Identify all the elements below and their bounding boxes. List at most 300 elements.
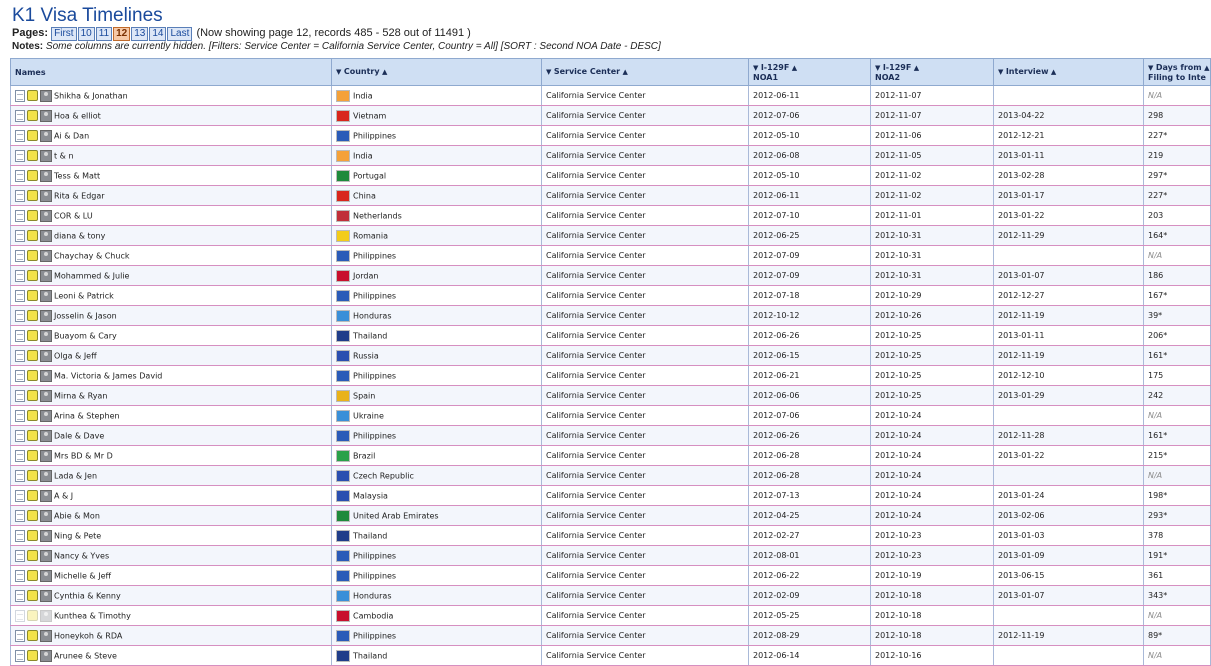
country-name: Philippines <box>353 571 397 580</box>
cell-interview <box>994 466 1144 486</box>
timeline-icon[interactable] <box>27 290 38 301</box>
avatar <box>40 150 52 162</box>
filter-down-arrow-icon[interactable]: ▼ <box>1148 63 1156 72</box>
table-row <box>11 486 1211 506</box>
sort-up-arrow-icon[interactable]: ▲ <box>1048 68 1057 76</box>
cell-noa1: 2012-05-10 <box>749 126 871 146</box>
cell-country <box>332 146 542 166</box>
timeline-icon[interactable] <box>27 430 38 441</box>
sort-up-arrow-icon[interactable]: ▲ <box>620 68 628 76</box>
couple-name[interactable]: Arunee & Steve <box>54 651 117 660</box>
column-header-3[interactable] <box>542 59 749 86</box>
cell-names <box>11 646 332 666</box>
document-icon[interactable] <box>15 570 25 582</box>
cell-noa2: 2012-10-23 <box>871 546 994 566</box>
cell-country <box>332 346 542 366</box>
table-row <box>11 646 1211 666</box>
cell-interview: 2013-06-15 <box>994 566 1144 586</box>
cell-noa2: 2012-11-01 <box>871 206 994 226</box>
document-icon[interactable] <box>15 410 25 422</box>
cell-country <box>332 426 542 446</box>
flag-icon <box>336 530 350 542</box>
column-header-5[interactable] <box>871 59 994 86</box>
flag-icon <box>336 150 350 162</box>
cell-interview: 2013-04-22 <box>994 106 1144 126</box>
cell-noa1: 2012-06-28 <box>749 466 871 486</box>
country-name: Czech Republic <box>353 471 414 480</box>
couple-name[interactable]: Abie & Mon <box>54 511 100 520</box>
document-icon[interactable] <box>15 630 25 642</box>
couple-name[interactable]: Hoa & elliot <box>54 111 101 120</box>
couple-name[interactable]: Tess & Matt <box>54 171 101 180</box>
cell-names <box>11 626 332 646</box>
table-row <box>11 606 1211 626</box>
table-row <box>11 366 1211 386</box>
timeline-icon[interactable] <box>27 210 38 221</box>
cell-service-center: California Service Center <box>542 106 749 126</box>
page-button-13[interactable]: 13 <box>131 27 148 41</box>
sort-up-arrow-icon[interactable]: ▲ <box>1201 63 1210 72</box>
cell-country <box>332 126 542 146</box>
cell-noa1: 2012-06-26 <box>749 426 871 446</box>
column-label: Service Center <box>553 67 621 76</box>
avatar <box>40 210 52 222</box>
avatar <box>40 390 52 402</box>
document-icon[interactable] <box>15 190 25 202</box>
cell-days: 298 <box>1144 106 1211 126</box>
cell-noa2: 2012-10-25 <box>871 386 994 406</box>
cell-country <box>332 106 542 126</box>
flag-icon <box>336 450 350 462</box>
sort-up-arrow-icon[interactable]: ▲ <box>911 63 920 72</box>
cell-days: N/A <box>1144 606 1211 626</box>
cell-days: 227* <box>1144 186 1211 206</box>
table-row <box>11 546 1211 566</box>
country-name: Ukraine <box>353 411 384 420</box>
cell-days: N/A <box>1144 466 1211 486</box>
couple-name[interactable]: Dale & Dave <box>54 431 105 440</box>
cell-country <box>332 206 542 226</box>
page-title: K1 Visa Timelines <box>12 5 163 26</box>
couple-name[interactable]: Mrs BD & Mr D <box>54 451 113 460</box>
cell-service-center: California Service Center <box>542 586 749 606</box>
table-row <box>11 426 1211 446</box>
cell-country <box>332 306 542 326</box>
document-icon[interactable] <box>15 650 25 662</box>
cell-country <box>332 526 542 546</box>
cell-noa2: 2012-11-07 <box>871 106 994 126</box>
cell-days: 293* <box>1144 506 1211 526</box>
timeline-icon[interactable] <box>27 530 38 541</box>
couple-name[interactable]: Chaychay & Chuck <box>54 251 130 260</box>
table-row <box>11 286 1211 306</box>
cell-service-center: California Service Center <box>542 566 749 586</box>
country-name: Philippines <box>353 431 397 440</box>
cell-noa2: 2012-10-24 <box>871 446 994 466</box>
couple-name[interactable]: Josselin & Jason <box>54 311 117 320</box>
filter-down-arrow-icon[interactable]: ▼ <box>753 63 761 72</box>
cell-names <box>11 586 332 606</box>
couple-name[interactable]: Ma. Victoria & James David <box>54 371 163 380</box>
table-row <box>11 386 1211 406</box>
page-buttons <box>51 27 193 39</box>
couple-name[interactable]: Lada & Jen <box>54 471 98 480</box>
filter-down-arrow-icon[interactable]: ▼ <box>875 63 883 72</box>
couple-name[interactable]: Arina & Stephen <box>54 411 120 420</box>
timeline-icon[interactable] <box>27 350 38 361</box>
timeline-icon[interactable] <box>27 270 38 281</box>
table-body <box>11 86 1211 666</box>
flag-icon <box>336 510 350 522</box>
table-row <box>11 626 1211 646</box>
timeline-icon[interactable] <box>27 230 38 241</box>
page-button-14[interactable]: 14 <box>149 27 166 41</box>
cell-interview: 2012-12-21 <box>994 126 1144 146</box>
timeline-icon[interactable] <box>27 470 38 481</box>
cell-days: 39* <box>1144 306 1211 326</box>
avatar <box>40 630 52 642</box>
document-icon[interactable] <box>15 110 25 122</box>
country-name: Thailand <box>353 331 388 340</box>
cell-interview: 2012-11-29 <box>994 226 1144 246</box>
cell-service-center: California Service Center <box>542 446 749 466</box>
cell-service-center: California Service Center <box>542 266 749 286</box>
document-icon[interactable] <box>15 530 25 542</box>
avatar <box>40 230 52 242</box>
cell-interview: 2013-01-17 <box>994 186 1144 206</box>
document-icon[interactable] <box>15 270 25 282</box>
country-name: Honduras <box>353 591 392 600</box>
cell-days: N/A <box>1144 246 1211 266</box>
table-header <box>11 59 1211 86</box>
timeline-icon[interactable] <box>27 450 38 461</box>
cell-interview: 2013-02-06 <box>994 506 1144 526</box>
table-row <box>11 446 1211 466</box>
couple-name[interactable]: t & n <box>54 151 74 160</box>
document-icon[interactable] <box>15 590 25 602</box>
cell-noa2: 2012-10-24 <box>871 486 994 506</box>
couple-name[interactable]: Kunthea & Timothy <box>54 611 131 620</box>
cell-interview: 2013-01-24 <box>994 486 1144 506</box>
cell-noa2: 2012-10-18 <box>871 606 994 626</box>
document-icon[interactable] <box>15 130 25 142</box>
table-row <box>11 466 1211 486</box>
cell-interview <box>994 86 1144 106</box>
couple-name[interactable]: diana & tony <box>54 231 106 240</box>
table-row <box>11 186 1211 206</box>
avatar <box>40 570 52 582</box>
timeline-icon[interactable] <box>27 330 38 341</box>
cell-days: 198* <box>1144 486 1211 506</box>
country-name: India <box>353 151 373 160</box>
cell-names <box>11 566 332 586</box>
timeline-icon[interactable] <box>27 390 38 401</box>
page-button-12[interactable]: 12 <box>113 27 130 41</box>
cell-interview: 2013-01-03 <box>994 526 1144 546</box>
cell-country <box>332 606 542 626</box>
table-row <box>11 266 1211 286</box>
avatar <box>40 530 52 542</box>
cell-service-center: California Service Center <box>542 506 749 526</box>
cell-noa1: 2012-06-15 <box>749 346 871 366</box>
column-label: Country <box>343 67 380 76</box>
document-icon[interactable] <box>15 90 25 102</box>
timelines-table <box>10 58 1211 666</box>
timeline-icon[interactable] <box>27 410 38 421</box>
cell-noa1: 2012-06-28 <box>749 446 871 466</box>
timeline-icon[interactable] <box>27 510 38 521</box>
country-name: Philippines <box>353 371 397 380</box>
couple-name[interactable]: Shikha & Jonathan <box>54 91 128 100</box>
country-name: United Arab Emirates <box>353 511 439 520</box>
avatar <box>40 270 52 282</box>
page-button-last[interactable]: Last <box>167 27 192 41</box>
couple-name[interactable]: Buayom & Cary <box>54 331 117 340</box>
cell-names <box>11 286 332 306</box>
cell-country <box>332 566 542 586</box>
document-icon[interactable] <box>15 370 25 382</box>
cell-interview: 2012-11-19 <box>994 346 1144 366</box>
pages-label: Pages: <box>12 27 49 39</box>
cell-noa1: 2012-06-25 <box>749 226 871 246</box>
filter-down-arrow-icon[interactable]: ▼ <box>546 68 554 76</box>
sort-up-arrow-icon[interactable]: ▲ <box>379 68 388 76</box>
cell-noa2: 2012-11-02 <box>871 166 994 186</box>
cell-days: 361 <box>1144 566 1211 586</box>
document-icon[interactable] <box>15 310 25 322</box>
sort-up-arrow-icon[interactable]: ▲ <box>789 63 798 72</box>
cell-service-center: California Service Center <box>542 406 749 426</box>
cell-service-center: California Service Center <box>542 626 749 646</box>
column-header-1[interactable] <box>11 59 332 86</box>
cell-days: 203 <box>1144 206 1211 226</box>
cell-noa1: 2012-04-25 <box>749 506 871 526</box>
cell-noa1: 2012-06-06 <box>749 386 871 406</box>
timeline-icon[interactable] <box>27 630 38 641</box>
country-name: China <box>353 191 376 200</box>
country-name: Netherlands <box>353 211 402 220</box>
couple-name[interactable]: Ning & Pete <box>54 531 102 540</box>
records-info: (Now showing page 12, records 485 - 528 out of 11491 ) <box>196 27 471 39</box>
timeline-icon[interactable] <box>27 170 38 181</box>
couple-name[interactable]: Ai & Dan <box>54 131 90 140</box>
document-icon[interactable] <box>15 550 25 562</box>
cell-interview <box>994 606 1144 626</box>
document-icon[interactable] <box>15 510 25 522</box>
cell-service-center: California Service Center <box>542 306 749 326</box>
cell-names <box>11 326 332 346</box>
document-icon[interactable] <box>15 250 25 262</box>
cell-days: 215* <box>1144 446 1211 466</box>
couple-name[interactable]: Cynthia & Kenny <box>54 591 121 600</box>
flag-icon <box>336 230 350 242</box>
document-icon[interactable] <box>15 170 25 182</box>
flag-icon <box>336 590 350 602</box>
document-icon[interactable] <box>15 610 25 622</box>
table-row <box>11 306 1211 326</box>
timeline-icon[interactable] <box>27 570 38 581</box>
document-icon[interactable] <box>15 330 25 342</box>
couple-name[interactable]: A & J <box>54 491 74 500</box>
cell-names <box>11 426 332 446</box>
cell-service-center: California Service Center <box>542 486 749 506</box>
table-row <box>11 166 1211 186</box>
flag-icon <box>336 330 350 342</box>
avatar <box>40 590 52 602</box>
flag-icon <box>336 170 350 182</box>
document-icon[interactable] <box>15 490 25 502</box>
column-sublabel: NOA2 <box>875 72 901 82</box>
cell-noa2: 2012-10-19 <box>871 566 994 586</box>
timeline-icon[interactable] <box>27 610 38 621</box>
column-header-6[interactable] <box>994 59 1144 86</box>
cell-noa1: 2012-05-25 <box>749 606 871 626</box>
cell-interview: 2013-02-28 <box>994 166 1144 186</box>
cell-noa2: 2012-10-24 <box>871 406 994 426</box>
filter-down-arrow-icon[interactable]: ▼ <box>998 68 1006 76</box>
country-name: Portugal <box>353 171 387 180</box>
filter-down-arrow-icon[interactable]: ▼ <box>336 68 344 76</box>
document-icon[interactable] <box>15 210 25 222</box>
notes-label: Notes: <box>12 41 44 52</box>
cell-service-center: California Service Center <box>542 386 749 406</box>
timeline-icon[interactable] <box>27 90 38 101</box>
cell-country <box>332 166 542 186</box>
cell-interview: 2013-01-29 <box>994 386 1144 406</box>
couple-name[interactable]: Leoni & Patrick <box>54 291 114 300</box>
cell-noa1: 2012-07-09 <box>749 266 871 286</box>
cell-names <box>11 266 332 286</box>
cell-names <box>11 366 332 386</box>
table-row <box>11 586 1211 606</box>
timeline-icon[interactable] <box>27 150 38 161</box>
couple-name[interactable]: Olga & Jeff <box>54 351 97 360</box>
column-label: Names <box>15 67 46 77</box>
cell-names <box>11 606 332 626</box>
cell-noa1: 2012-08-29 <box>749 626 871 646</box>
cell-noa2: 2012-10-24 <box>871 506 994 526</box>
avatar <box>40 510 52 522</box>
cell-noa2: 2012-10-25 <box>871 346 994 366</box>
document-icon[interactable] <box>15 290 25 302</box>
cell-names <box>11 186 332 206</box>
avatar <box>40 330 52 342</box>
timeline-icon[interactable] <box>27 110 38 121</box>
document-icon[interactable] <box>15 390 25 402</box>
cell-interview: 2013-01-22 <box>994 206 1144 226</box>
flag-icon <box>336 410 350 422</box>
table-row <box>11 86 1211 106</box>
column-header-4[interactable] <box>749 59 871 86</box>
couple-name[interactable]: Mirna & Ryan <box>54 391 108 400</box>
table-row <box>11 126 1211 146</box>
column-label: Interview <box>1005 67 1049 76</box>
cell-days: 161* <box>1144 426 1211 446</box>
timeline-icon[interactable] <box>27 490 38 501</box>
page-button-11[interactable]: 11 <box>96 27 112 41</box>
timeline-icon[interactable] <box>27 250 38 261</box>
cell-noa2: 2012-10-18 <box>871 626 994 646</box>
cell-service-center: California Service Center <box>542 646 749 666</box>
flag-icon <box>336 190 350 202</box>
timeline-icon[interactable] <box>27 550 38 561</box>
timeline-icon[interactable] <box>27 590 38 601</box>
cell-service-center: California Service Center <box>542 526 749 546</box>
flag-icon <box>336 370 350 382</box>
couple-name[interactable]: Mohammed & Julie <box>54 271 130 280</box>
couple-name[interactable]: Rita & Edgar <box>54 191 105 200</box>
cell-names <box>11 386 332 406</box>
couple-name[interactable]: Nancy & Yves <box>54 551 110 560</box>
cell-names <box>11 406 332 426</box>
cell-noa1: 2012-06-11 <box>749 186 871 206</box>
country-name: Russia <box>353 351 379 360</box>
page-button-10[interactable]: 10 <box>78 27 95 41</box>
cell-names <box>11 126 332 146</box>
column-header-2[interactable] <box>332 59 542 86</box>
page-button-first[interactable]: First <box>51 27 76 41</box>
flag-icon <box>336 350 350 362</box>
timeline-icon[interactable] <box>27 650 38 661</box>
document-icon[interactable] <box>15 150 25 162</box>
column-header-7[interactable] <box>1144 59 1211 86</box>
cell-noa1: 2012-07-10 <box>749 206 871 226</box>
cell-country <box>332 406 542 426</box>
couple-name[interactable]: Honeykoh & RDA <box>54 631 123 640</box>
country-name: Philippines <box>353 251 397 260</box>
couple-name[interactable]: Michelle & Jeff <box>54 571 111 580</box>
cell-noa1: 2012-07-09 <box>749 246 871 266</box>
cell-names <box>11 206 332 226</box>
document-icon[interactable] <box>15 470 25 482</box>
cell-names <box>11 346 332 366</box>
cell-noa1: 2012-06-22 <box>749 566 871 586</box>
cell-noa1: 2012-07-06 <box>749 106 871 126</box>
notes-text: Some columns are currently hidden. [Filters: Service Center = California Service Center, Country = All] [SORT : Second NOA Date - DESC] <box>45 41 661 52</box>
flag-icon <box>336 110 350 122</box>
cell-days: 378 <box>1144 526 1211 546</box>
document-icon[interactable] <box>15 430 25 442</box>
pagination <box>12 26 471 40</box>
cell-noa1: 2012-10-12 <box>749 306 871 326</box>
cell-service-center: California Service Center <box>542 366 749 386</box>
cell-service-center: California Service Center <box>542 186 749 206</box>
cell-noa2: 2012-11-07 <box>871 86 994 106</box>
timeline-icon[interactable] <box>27 190 38 201</box>
avatar <box>40 370 52 382</box>
cell-service-center: California Service Center <box>542 246 749 266</box>
cell-days: N/A <box>1144 86 1211 106</box>
table-row <box>11 526 1211 546</box>
country-name: Honduras <box>353 311 392 320</box>
cell-noa2: 2012-10-31 <box>871 226 994 246</box>
document-icon[interactable] <box>15 350 25 362</box>
cell-noa2: 2012-10-16 <box>871 646 994 666</box>
column-sublabel: NOA1 <box>753 72 779 82</box>
cell-service-center: California Service Center <box>542 606 749 626</box>
cell-service-center: California Service Center <box>542 286 749 306</box>
timeline-icon[interactable] <box>27 130 38 141</box>
document-icon[interactable] <box>15 230 25 242</box>
couple-name[interactable]: COR & LU <box>54 211 93 220</box>
cell-noa2: 2012-10-26 <box>871 306 994 326</box>
timeline-icon[interactable] <box>27 310 38 321</box>
document-icon[interactable] <box>15 450 25 462</box>
avatar <box>40 430 52 442</box>
cell-noa2: 2012-10-24 <box>871 466 994 486</box>
cell-names <box>11 166 332 186</box>
timeline-icon[interactable] <box>27 370 38 381</box>
